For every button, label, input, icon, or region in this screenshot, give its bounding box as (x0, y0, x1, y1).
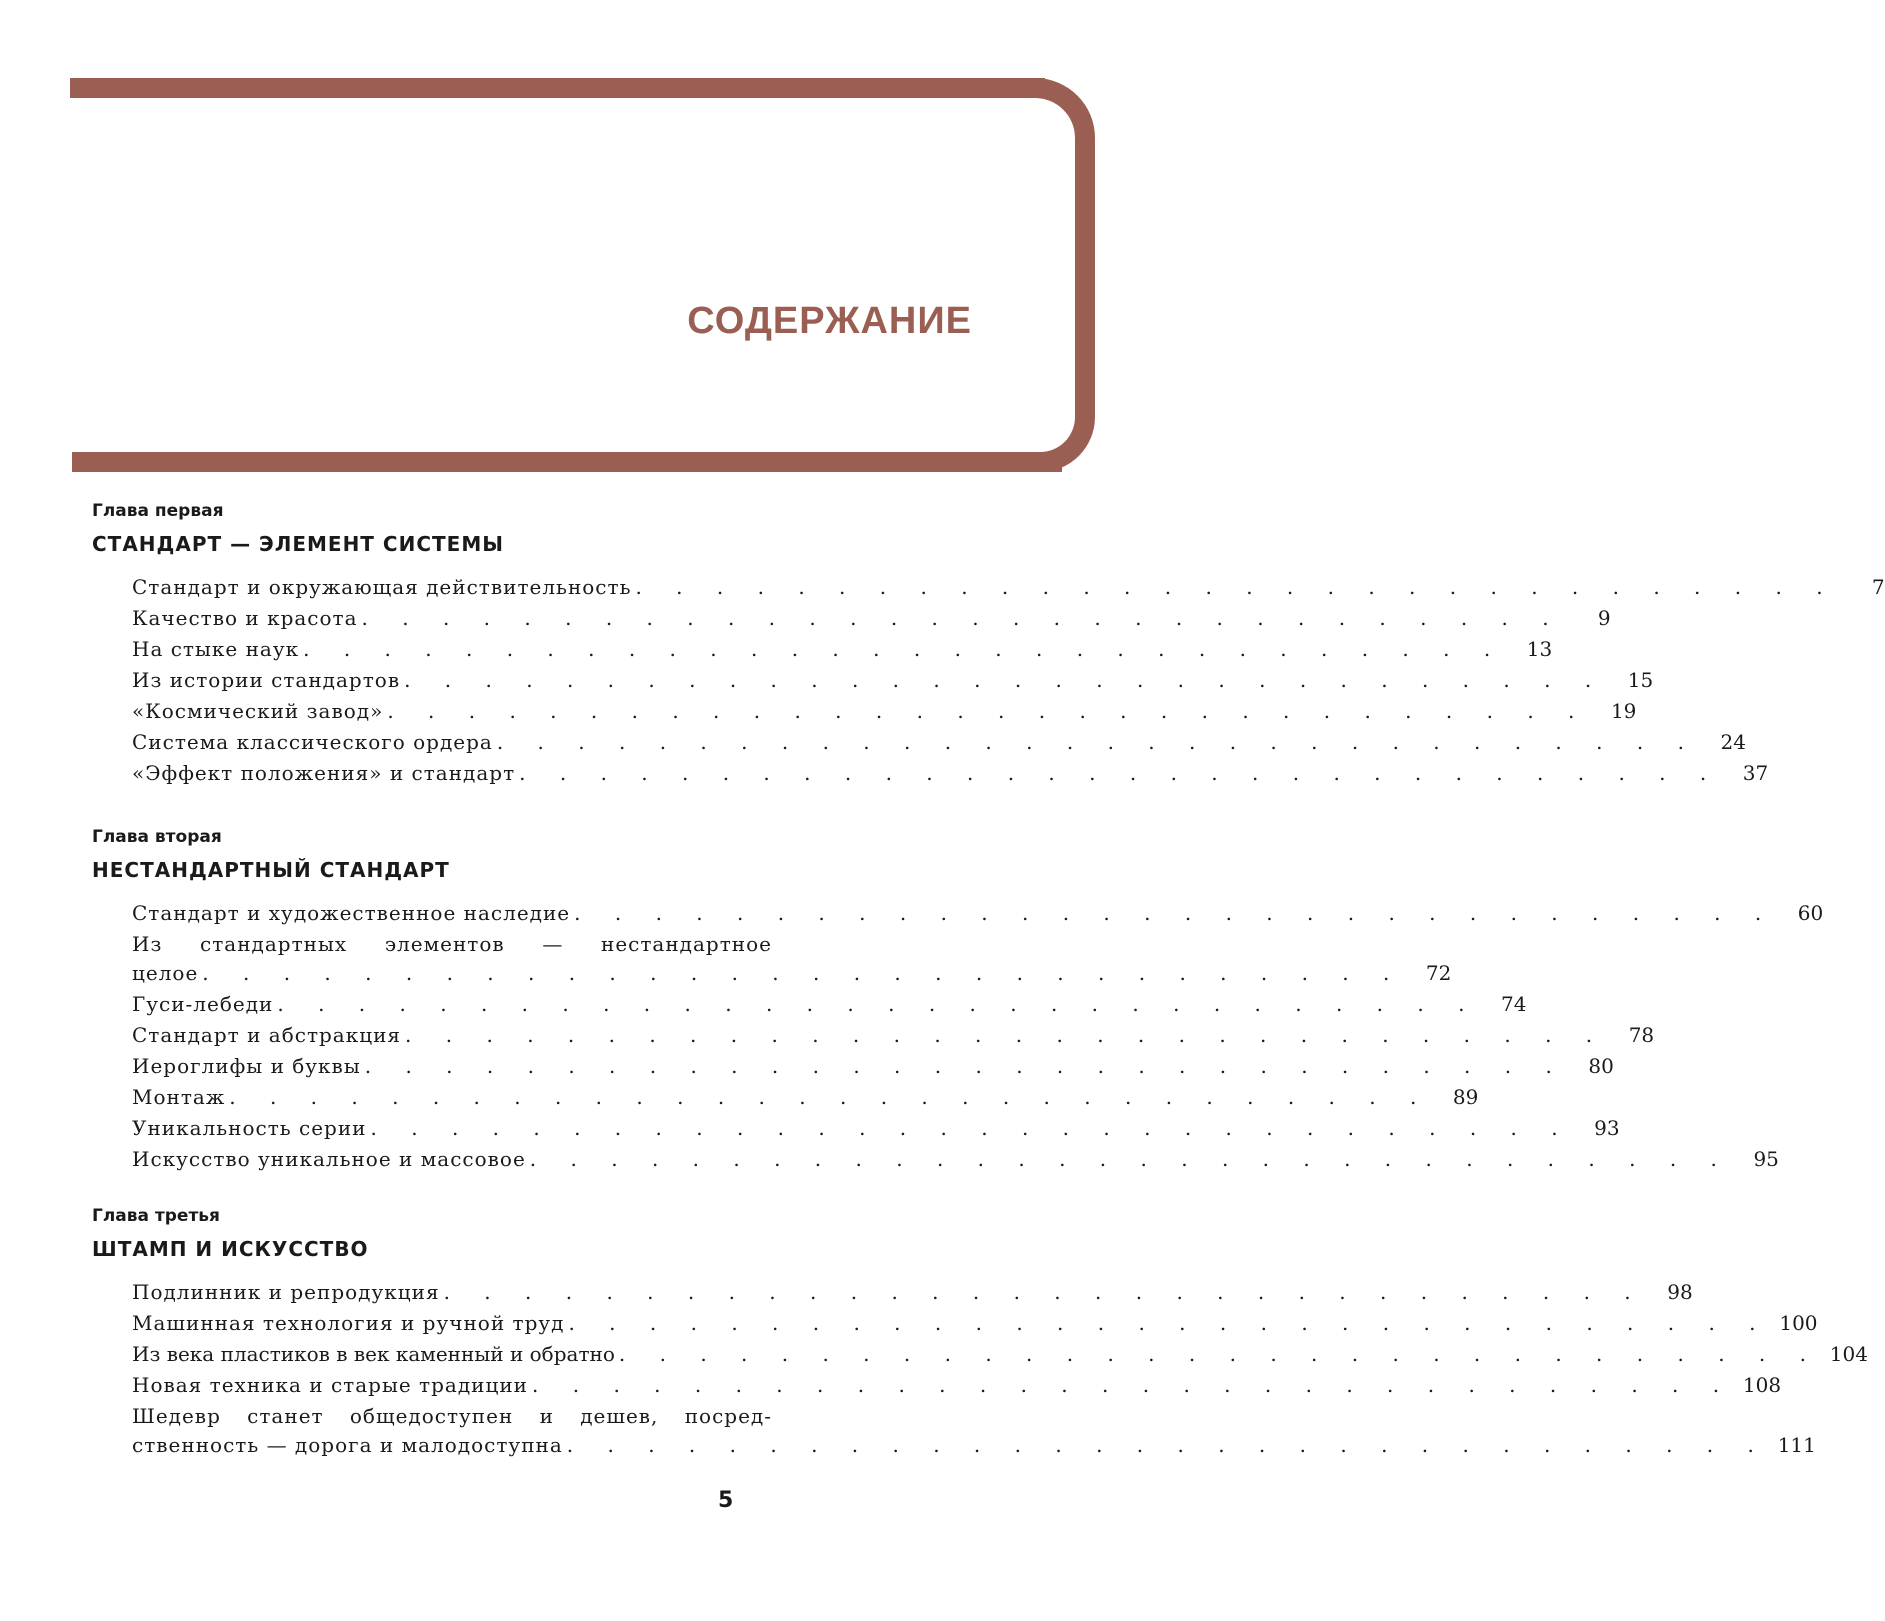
toc-entry[interactable] (132, 1277, 1693, 1308)
dot-leader: . . . . . . . . . . . . . . . . . . . . . . . . . . . . . . (361, 606, 1563, 630)
entry-page: 100 (1779, 1311, 1818, 1335)
toc-entry[interactable] (132, 1339, 1868, 1370)
entry-title: Уникальность серии (132, 1116, 367, 1140)
entry-title: Иероглифы и буквы (132, 1054, 361, 1078)
dot-leader: . . . . . . . . . . . . . . . . . . . . . . . . . . . . . . (519, 761, 1721, 785)
entry-title: Стандарт и окружающая действительность (132, 575, 632, 599)
chapter-title: НЕСТАНДАРТНЫЙ СТАНДАРТ (92, 858, 450, 882)
entry-title: Монтаж (132, 1085, 226, 1109)
chapter-entries (132, 898, 1824, 1175)
entry-title: ственность — дорога и малодоступна (132, 1433, 563, 1457)
entry-title: Система классического ордера (132, 730, 493, 754)
toc-entry[interactable] (132, 989, 1527, 1020)
entry-title: Искусство уникальное и массовое (132, 1147, 526, 1171)
dot-leader: . . . . . . . . . . . . . . . . . . . . . . . . . . . . . . (566, 1433, 1768, 1457)
entry-page: 7 (1871, 575, 1885, 599)
entry-title: целое (132, 961, 199, 985)
entry-page: 13 (1526, 637, 1553, 661)
toc-entry[interactable] (132, 1082, 1479, 1113)
entry-page: 72 (1425, 961, 1452, 985)
entry-title: Стандарт и художественное наследие (132, 901, 571, 925)
toc-entry[interactable] (132, 1402, 1816, 1461)
entry-page: 104 (1829, 1342, 1868, 1366)
toc-entry[interactable] (132, 930, 1452, 989)
entry-title: Машинная технология и ручной труд (132, 1311, 565, 1335)
toc-entry[interactable] (132, 1370, 1782, 1401)
entry-page: 24 (1720, 730, 1746, 754)
chapter-2 (92, 826, 1824, 1175)
toc-entry[interactable] (132, 1308, 1818, 1339)
page-title: СОДЕРЖАНИЕ (687, 300, 972, 342)
dot-leader: . . . . . . . . . . . . . . . . . . . . . . . . . . . . . . (277, 992, 1479, 1016)
dot-leader: . . . . . . . . . . . . . . . . . . . . . . . . . . . . . . (618, 1342, 1820, 1366)
dot-leader: . . . . . . . . . . . . . . . . . . . . . . . . . . . . . . (405, 1023, 1607, 1047)
dot-leader: . . . . . . . . . . . . . . . . . . . . . . . . . . . . . . (404, 668, 1606, 692)
chapter-title: ШТАМП И ИСКУССТВО (92, 1237, 369, 1261)
entry-title: Подлинник и репродукция (132, 1280, 440, 1304)
chapter-entries (132, 1277, 1868, 1461)
entry-page: 89 (1452, 1085, 1479, 1109)
chapter-label: Глава первая (92, 501, 224, 521)
dot-leader: . . . . . . . . . . . . . . . . . . . . . . . . . . . . . . (364, 1054, 1566, 1078)
dot-leader: . . . . . . . . . . . . . . . . . . . . . . . . . . . . . . (635, 575, 1837, 599)
entry-page: 74 (1501, 992, 1527, 1016)
entry-title: Качество и красота (132, 606, 358, 630)
dot-leader: . . . . . . . . . . . . . . . . . . . . . . . . . . . . . . (387, 699, 1589, 723)
dot-leader: . . . . . . . . . . . . . . . . . . . . . . . . . . . . . . (443, 1280, 1645, 1304)
entry-title: Гуси-лебеди (132, 992, 274, 1016)
toc-entry[interactable] (132, 572, 1885, 603)
header-frame-corner (950, 78, 1095, 472)
dot-leader: . . . . . . . . . . . . . . . . . . . . . . . . . . . . . . (303, 637, 1505, 661)
entry-page: 9 (1597, 606, 1611, 630)
toc-entry[interactable] (132, 1051, 1614, 1082)
toc-entry[interactable] (132, 758, 1769, 789)
entry-title-first-line: Из стандартных элементов — нестандартное (132, 932, 772, 956)
entry-title: Новая техника и старые традиции (132, 1373, 529, 1397)
toc-entry[interactable] (132, 727, 1746, 758)
entry-title: Стандарт и абстракция (132, 1023, 402, 1047)
chapter-title: СТАНДАРТ — ЭЛЕМЕНТ СИСТЕМЫ (92, 532, 504, 556)
dot-leader: . . . . . . . . . . . . . . . . . . . . . . . . . . . . . . (529, 1147, 1731, 1171)
toc-entry[interactable] (132, 1020, 1655, 1051)
toc-entry[interactable] (132, 1113, 1620, 1144)
chapter-label: Глава третья (92, 1206, 220, 1226)
entry-title-first-line: Шедевр станет общедоступен и дешев, посред- (132, 1404, 772, 1428)
entry-page: 111 (1777, 1433, 1816, 1457)
chapter-1 (92, 500, 1885, 789)
dot-leader: . . . . . . . . . . . . . . . . . . . . . . . . . . . . . . (229, 1085, 1431, 1109)
entry-title: «Эффект положения» и стандарт (132, 761, 516, 785)
page-number: 5 (718, 1488, 734, 1513)
entry-page: 98 (1667, 1280, 1693, 1304)
entry-page: 95 (1753, 1147, 1779, 1171)
dot-leader: . . . . . . . . . . . . . . . . . . . . . . . . . . . . . . (370, 1116, 1572, 1140)
entry-page: 80 (1588, 1054, 1614, 1078)
toc-entry[interactable] (132, 1144, 1779, 1175)
entry-page: 93 (1594, 1116, 1620, 1140)
entry-page: 15 (1627, 668, 1654, 692)
toc-entry[interactable] (132, 696, 1637, 727)
entry-title: Из истории стандартов (132, 668, 401, 692)
header-frame-bottom-bar (72, 452, 1062, 472)
entry-title: «Космический завод» (132, 699, 384, 723)
dot-leader: . . . . . . . . . . . . . . . . . . . . . . . . . . . . . . (496, 730, 1698, 754)
dot-leader: . . . . . . . . . . . . . . . . . . . . . . . . . . . . . . (202, 961, 1404, 985)
entry-title: На стыке наук (132, 637, 300, 661)
toc-entry[interactable] (132, 665, 1654, 696)
entry-page: 60 (1797, 901, 1824, 925)
entry-title: Из века пластиков в век каменный и обратно (132, 1342, 615, 1366)
toc-entry[interactable] (132, 898, 1824, 929)
chapter-entries (132, 572, 1885, 789)
header-frame-top-bar (70, 78, 1045, 98)
chapter-3 (92, 1205, 1868, 1461)
dot-leader: . . . . . . . . . . . . . . . . . . . . . . . . . . . . . . (574, 901, 1776, 925)
dot-leader: . . . . . . . . . . . . . . . . . . . . . . . . . . . . . . (568, 1311, 1770, 1335)
chapter-label: Глава вторая (92, 827, 222, 847)
dot-leader: . . . . . . . . . . . . . . . . . . . . . . . . . . . . . . (532, 1373, 1734, 1397)
toc-entry[interactable] (132, 603, 1611, 634)
entry-page: 19 (1610, 699, 1637, 723)
entry-page: 108 (1742, 1373, 1782, 1397)
toc-entry[interactable] (132, 634, 1553, 665)
entry-page: 78 (1628, 1023, 1655, 1047)
entry-page: 37 (1742, 761, 1769, 785)
